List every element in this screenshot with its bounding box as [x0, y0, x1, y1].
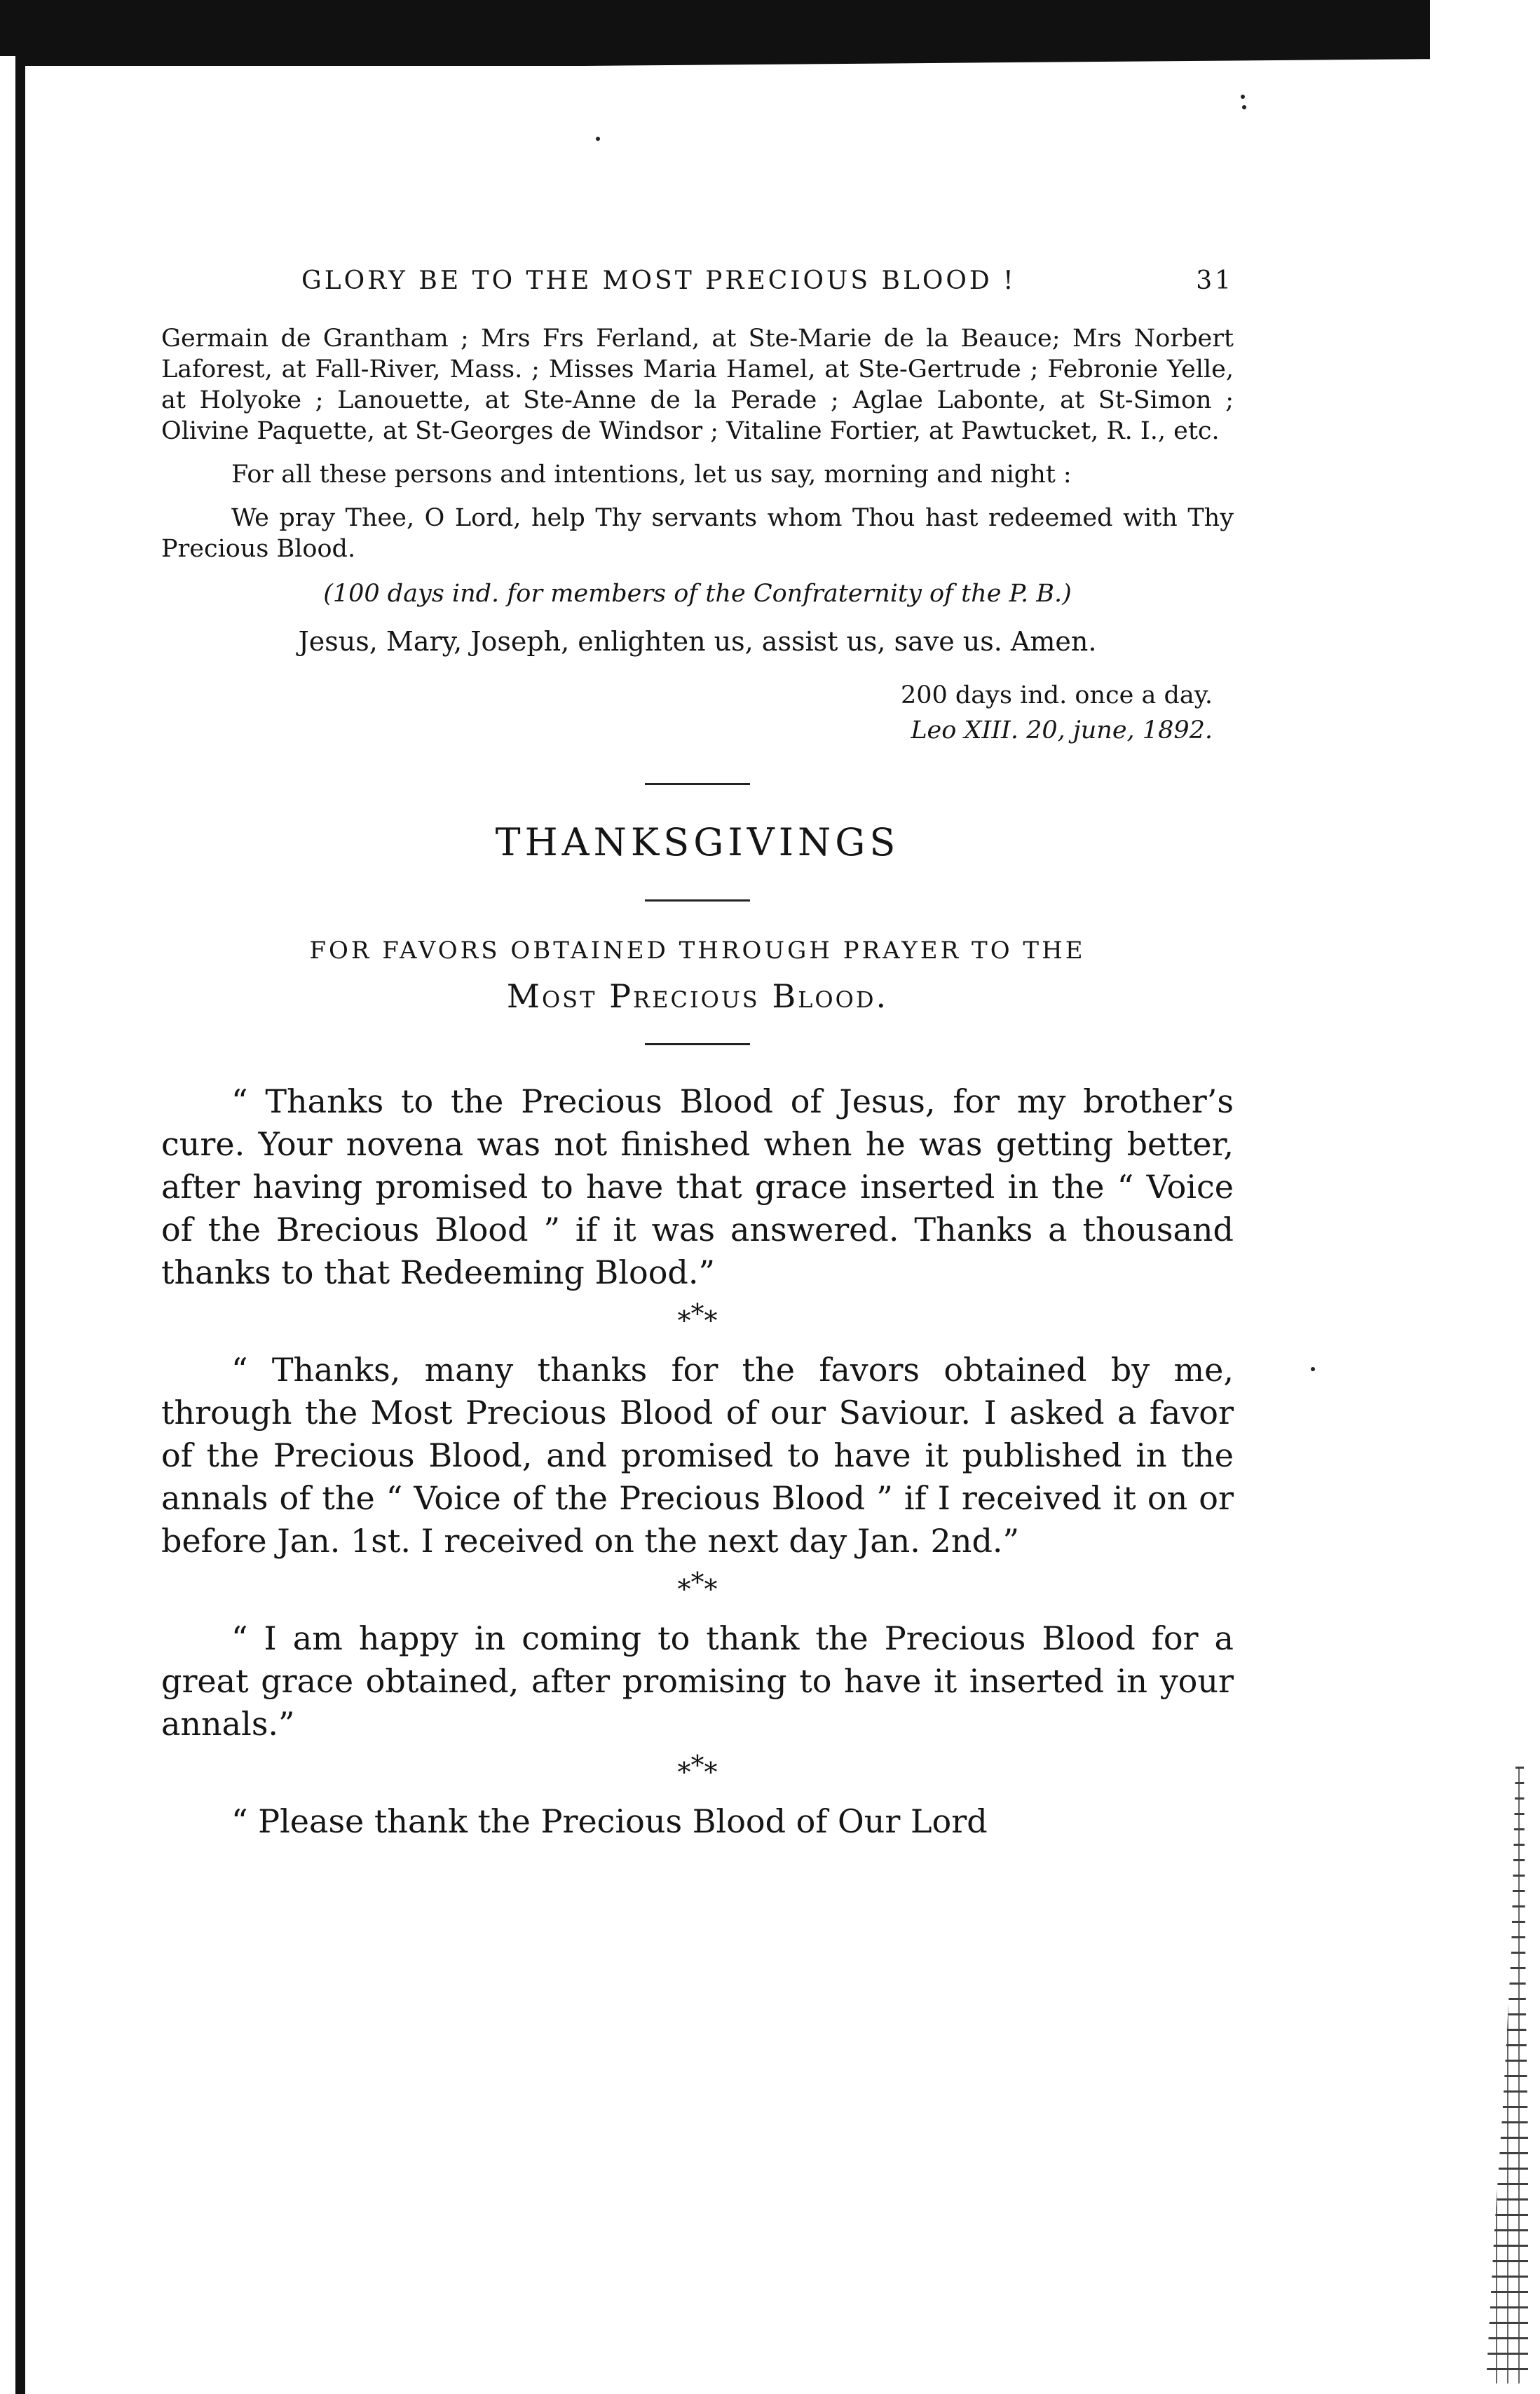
asterism-star: * — [677, 1757, 691, 1788]
divider-rule — [645, 1043, 750, 1045]
asterism — [161, 1567, 1234, 1605]
asterism-star: * — [690, 1567, 704, 1598]
scan-top-border-edge — [21, 56, 1430, 66]
asterism — [161, 1298, 1234, 1336]
scan-top-border — [0, 0, 1430, 56]
prayer-intro: For all these persons and intentions, let us say, morning and night : — [231, 461, 1072, 489]
section-title: THANKSGIVINGS — [495, 820, 900, 864]
page-number: 31 — [1196, 266, 1234, 295]
asterism-star: * — [690, 1298, 704, 1329]
asterism — [161, 1750, 1234, 1788]
running-head — [161, 266, 1234, 295]
indulgence-line: 200 days ind. once a day. — [900, 681, 1213, 709]
scan-left-border — [15, 56, 25, 2394]
invocation: Jesus, Mary, Joseph, enlighten us, assist us, save us. Amen. — [298, 626, 1097, 657]
testimonial: “ Thanks to the Precious Blood of Jesus, for my brother’s cure. Your novena was not finished when he was getting better, after having promised to have that grace inserted in the “ Voice of the Brecious Blood ” if it was answered. Thanks a thousand thanks to that Redeeming Blood.” — [161, 1082, 1234, 1291]
indulgence-date: Leo XIII. 20, june, 1892. — [911, 716, 1213, 744]
asterism-star: * — [690, 1750, 704, 1781]
indulgence-block — [161, 678, 1234, 748]
section-subtitle: FOR FAVORS OBTAINED THROUGH PRAYER TO THE — [309, 937, 1086, 965]
testimonial: “ Please thank the Precious Blood of Our Lord — [231, 1802, 988, 1840]
scan-speck — [1242, 105, 1246, 109]
asterism-star: * — [704, 1574, 718, 1605]
asterism-star: * — [677, 1305, 691, 1336]
scan-speck — [596, 137, 600, 141]
running-head-title: GLORY BE TO THE MOST PRECIOUS BLOOD ! — [301, 266, 1016, 295]
intro-list: Germain de Grantham ; Mrs Frs Ferland, at Ste-Marie de la Beauce; Mrs Norbert Laforest, at Fall-River, Mass. ; Misses Maria Hamel, at Ste-Gertrude ; Febronie Yelle, at Holyoke ; Lanouette, at Ste-Anne de la Perade ; Aglae Labonte, at St-Simon ; Olivine Paquette, at St-Georges de Windsor ; Vitaline Fortier, at Pawtucket, R. I., etc. — [161, 325, 1234, 445]
indulgence-note: (100 days ind. for members of the Confraternity of the P. B.) — [323, 580, 1072, 608]
divider-rule — [645, 783, 750, 785]
scan-speck — [1311, 1367, 1315, 1371]
scan-right-noise — [1486, 1767, 1528, 2383]
prayer: We pray Thee, O Lord, help Thy servants whom Thou hast redeemed with Thy Precious Blood. — [161, 504, 1234, 563]
asterism-star: * — [704, 1757, 718, 1788]
testimonial: “ I am happy in coming to thank the Precious Blood for a great grace obtained, after promising to have it inserted in your annals.” — [161, 1619, 1234, 1743]
scan-speck — [1241, 95, 1245, 99]
section-subtitle-2: Most Precious Blood. — [506, 977, 889, 1015]
divider-rule — [645, 899, 750, 902]
asterism-star: * — [677, 1574, 691, 1605]
book-page — [161, 266, 1234, 1843]
asterism-star: * — [704, 1305, 718, 1336]
testimonial: “ Thanks, many thanks for the favors obtained by me, through the Most Precious Blood of our Saviour. I asked a favor of the Precious Blood, and promised to have it published in the annals of the “ Voice of the Precious Blood ” if I received it on or before Jan. 1st. I received on the next day Jan. 2nd.” — [161, 1351, 1234, 1560]
